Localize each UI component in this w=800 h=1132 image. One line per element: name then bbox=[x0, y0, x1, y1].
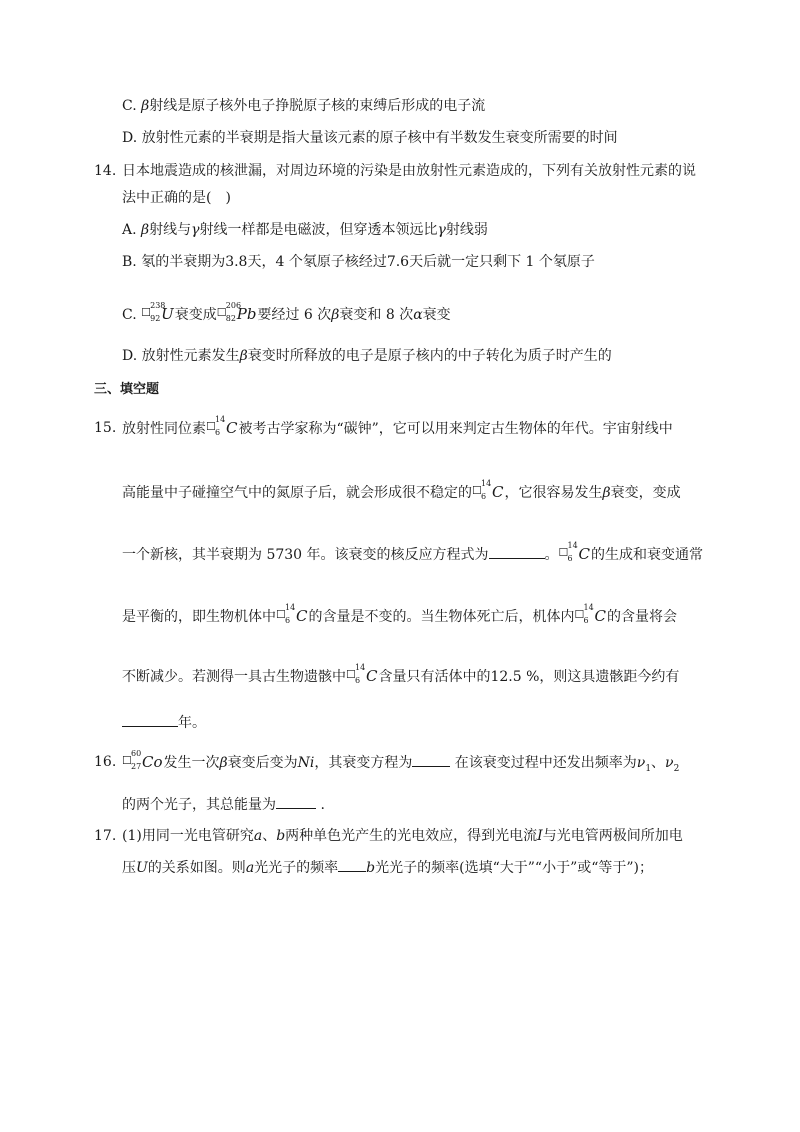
var-i: I bbox=[537, 828, 543, 844]
text: 光光子的频率 bbox=[254, 860, 339, 876]
part-label: (1) bbox=[122, 828, 142, 844]
q15-line-3 bbox=[122, 541, 704, 565]
q14-option-b bbox=[122, 252, 595, 272]
answer-blank[interactable] bbox=[412, 752, 450, 767]
q15-line-6 bbox=[122, 712, 206, 733]
var-a: a bbox=[253, 828, 263, 844]
missing-glyph-icon: ☐ bbox=[141, 306, 151, 319]
option-text: 要经过 6 次 bbox=[257, 307, 332, 323]
missing-glyph-icon: ☐ bbox=[276, 608, 286, 621]
text: 不断减少。若测得一具古生物遗骸中 bbox=[122, 669, 346, 685]
text: 含量只有活体中的 bbox=[378, 669, 491, 685]
q13-option-d bbox=[122, 128, 618, 148]
alpha-symbol: α bbox=[413, 307, 423, 323]
q13-option-c bbox=[122, 96, 485, 116]
nuclide-carbon-14 bbox=[558, 541, 591, 565]
q15-line-5 bbox=[122, 663, 680, 687]
answer-blank[interactable] bbox=[489, 544, 545, 559]
text: 是平衡的，即生物机体中 bbox=[122, 609, 276, 625]
option-text: 射线一样都是电磁波，但穿透本领远比 bbox=[199, 222, 438, 238]
q14-option-d bbox=[122, 346, 612, 366]
mass-number: 14 bbox=[481, 479, 492, 488]
var-u: U bbox=[136, 860, 148, 876]
atomic-number: 27 bbox=[131, 762, 142, 771]
var-a: a bbox=[245, 860, 255, 876]
q14-option-c bbox=[122, 301, 451, 325]
text: 与光电管两极间所加电 bbox=[542, 828, 683, 844]
answer-blank[interactable] bbox=[122, 712, 178, 727]
q17-line-2 bbox=[122, 857, 653, 878]
option-text: 射线弱 bbox=[445, 222, 488, 238]
text: . bbox=[320, 797, 325, 813]
missing-glyph-icon: ☐ bbox=[472, 484, 482, 497]
subscript: 2 bbox=[673, 763, 680, 774]
text: 高能量中子碰撞空气中的氮原子后，就会形成很不稳定的 bbox=[122, 485, 472, 501]
atomic-number: 6 bbox=[481, 492, 487, 501]
missing-glyph-icon: ☐ bbox=[206, 420, 216, 433]
element-symbol: C bbox=[366, 667, 378, 685]
stem-text: 法中正确的是 bbox=[122, 190, 206, 206]
q16-line-2 bbox=[122, 794, 325, 815]
option-text: 放射性元素发生 bbox=[141, 348, 240, 364]
atomic-number: 82 bbox=[225, 314, 236, 323]
q15-line-1 bbox=[122, 415, 673, 439]
text: 的生成和衰变通常 bbox=[591, 547, 704, 563]
text: 在该衰变过程中还发出频率为 bbox=[454, 755, 637, 771]
text: 放射性同位素 bbox=[122, 421, 206, 437]
element-symbol: C bbox=[226, 419, 238, 437]
nu-symbol: ν bbox=[636, 755, 646, 771]
option-text: 氡的半衰期为 bbox=[141, 254, 226, 270]
beta-symbol: β bbox=[141, 98, 150, 114]
nuclide-carbon-14 bbox=[276, 603, 308, 627]
option-text: 衰变时所释放的电子是原子核内的中子转化为质子时产生的 bbox=[247, 348, 612, 364]
q16-line-1 bbox=[122, 749, 680, 779]
option-letter: B. bbox=[122, 254, 137, 270]
beta-symbol: β bbox=[331, 307, 340, 323]
element-symbol: C bbox=[492, 483, 504, 501]
mass-number: 238 bbox=[150, 301, 166, 310]
question-number: 17. bbox=[94, 828, 117, 844]
atomic-number: 92 bbox=[150, 314, 161, 323]
text: ，其衰变方程为 bbox=[314, 755, 413, 771]
mass-number: 14 bbox=[567, 541, 578, 550]
question-number: 14. bbox=[94, 163, 117, 179]
atomic-number: 6 bbox=[583, 616, 589, 625]
text: ，它很容易发生 bbox=[504, 485, 603, 501]
atomic-number: 6 bbox=[567, 554, 573, 563]
mass-number: 14 bbox=[215, 415, 226, 424]
text: 衰变，变成 bbox=[610, 485, 681, 501]
nuclide-cobalt-60 bbox=[122, 749, 163, 773]
q14-option-a bbox=[122, 220, 488, 240]
mass-number: 14 bbox=[583, 603, 594, 612]
text: 一个新核，其半衰期为 5730 年。该衰变的核反应方程式为 bbox=[122, 547, 489, 563]
mass-number: 14 bbox=[355, 663, 366, 672]
nuclide-carbon-14 bbox=[346, 663, 378, 687]
option-text: 放射性元素的半衰期是指大量该元素的原子核中有半数发生衰变所需要的时间 bbox=[141, 130, 618, 146]
option-text: 天后就一定只剩下 1 个氡原子 bbox=[409, 254, 595, 270]
text: 的含量是不变的。当生物体死亡后，机体内 bbox=[308, 609, 575, 625]
text: 、 bbox=[651, 755, 666, 771]
text: 、 bbox=[262, 828, 277, 844]
value: 3.8 bbox=[225, 254, 248, 270]
missing-glyph-icon: ☐ bbox=[122, 754, 132, 767]
answer-paren: ( ) bbox=[206, 190, 231, 206]
element-symbol: C bbox=[578, 545, 591, 563]
text: 衰变后变为 bbox=[227, 755, 298, 771]
q14-stem-line-1: 日本地震造成的核泄漏，对周边环境的污染是由放射性元素造成的，下列有关放射性元素的说 bbox=[122, 163, 696, 179]
text: 的含量将会 bbox=[606, 609, 677, 625]
text: 两种单色光产生的光电效应，得到光电流 bbox=[285, 828, 538, 844]
element-symbol: U bbox=[161, 305, 174, 323]
question-number: 16. bbox=[94, 754, 117, 770]
element-symbol: C bbox=[296, 607, 308, 625]
option-letter: D. bbox=[122, 348, 138, 364]
beta-symbol: β bbox=[239, 348, 248, 364]
option-letter: A. bbox=[122, 222, 137, 238]
question-number: 15. bbox=[94, 420, 117, 436]
element-symbol: Co bbox=[142, 753, 163, 771]
nuclide-carbon-14 bbox=[472, 479, 504, 503]
option-letter: D. bbox=[122, 130, 138, 146]
missing-glyph-icon: ☐ bbox=[216, 306, 227, 319]
gamma-symbol: γ bbox=[191, 222, 200, 238]
section-heading: 三、填空题 bbox=[94, 382, 160, 397]
nuclide-carbon-14 bbox=[206, 415, 238, 439]
mass-number: 14 bbox=[285, 603, 296, 612]
q17-line-1 bbox=[122, 826, 683, 846]
element-symbol: C bbox=[594, 607, 606, 625]
text: 光光子的频率 bbox=[375, 860, 460, 876]
answer-blank[interactable] bbox=[338, 857, 366, 872]
beta-symbol: β bbox=[219, 755, 228, 771]
element-symbol: Ni bbox=[297, 755, 315, 771]
option-text: 射线与 bbox=[149, 222, 192, 238]
text: (选填“大于”“小于”或“等于”)； bbox=[459, 860, 654, 876]
text: ，则这具遗骸距今约有 bbox=[539, 669, 680, 685]
atomic-number: 6 bbox=[215, 428, 221, 437]
atomic-number: 6 bbox=[285, 616, 291, 625]
nu-symbol: ν bbox=[665, 755, 674, 771]
text: 发生一次 bbox=[163, 755, 220, 771]
text: 。 bbox=[544, 547, 559, 563]
option-text: 衰变成 bbox=[174, 307, 217, 323]
value: 7.6 bbox=[386, 254, 410, 270]
text: 的两个光子，其总能量为 bbox=[122, 797, 276, 813]
var-b: b bbox=[366, 860, 376, 876]
missing-glyph-icon: ☐ bbox=[346, 668, 356, 681]
option-text: 射线是原子核外电子挣脱原子核的束缚后形成的电子流 bbox=[149, 98, 486, 114]
missing-glyph-icon: ☐ bbox=[558, 546, 569, 559]
option-letter: C. bbox=[122, 98, 137, 114]
text: 压 bbox=[122, 860, 136, 876]
option-text: 天，4 个氡原子核经过 bbox=[247, 254, 387, 270]
text: 被考古学家称为“碳钟”，它可以用来判定古生物体的年代。宇宙射线中 bbox=[238, 421, 673, 437]
answer-blank[interactable] bbox=[276, 794, 316, 809]
text: 年。 bbox=[178, 715, 206, 731]
nuclide-uranium bbox=[141, 301, 174, 325]
beta-symbol: β bbox=[602, 485, 611, 501]
option-text: 衰变 bbox=[422, 307, 451, 323]
var-b: b bbox=[276, 828, 286, 844]
q15-line-2 bbox=[122, 479, 681, 503]
missing-glyph-icon: ☐ bbox=[574, 608, 585, 621]
atomic-number: 6 bbox=[355, 676, 361, 685]
beta-symbol: β bbox=[141, 222, 150, 238]
text: 用同一光电管研究 bbox=[141, 828, 254, 844]
text: 的关系如图。则 bbox=[147, 860, 246, 876]
mass-number: 60 bbox=[131, 749, 142, 758]
nuclide-carbon-14 bbox=[574, 603, 606, 627]
q15-line-4 bbox=[122, 603, 677, 627]
option-letter: C. bbox=[122, 307, 137, 323]
option-text: 衰变和 8 次 bbox=[339, 307, 414, 323]
element-symbol: Pb bbox=[236, 305, 257, 323]
q14-stem-line-2 bbox=[122, 188, 231, 208]
nuclide-lead bbox=[216, 301, 257, 325]
gamma-symbol: γ bbox=[437, 222, 446, 238]
mass-number: 206 bbox=[225, 301, 242, 310]
value: 12.5 % bbox=[490, 669, 540, 685]
subscript: 1 bbox=[645, 763, 652, 774]
